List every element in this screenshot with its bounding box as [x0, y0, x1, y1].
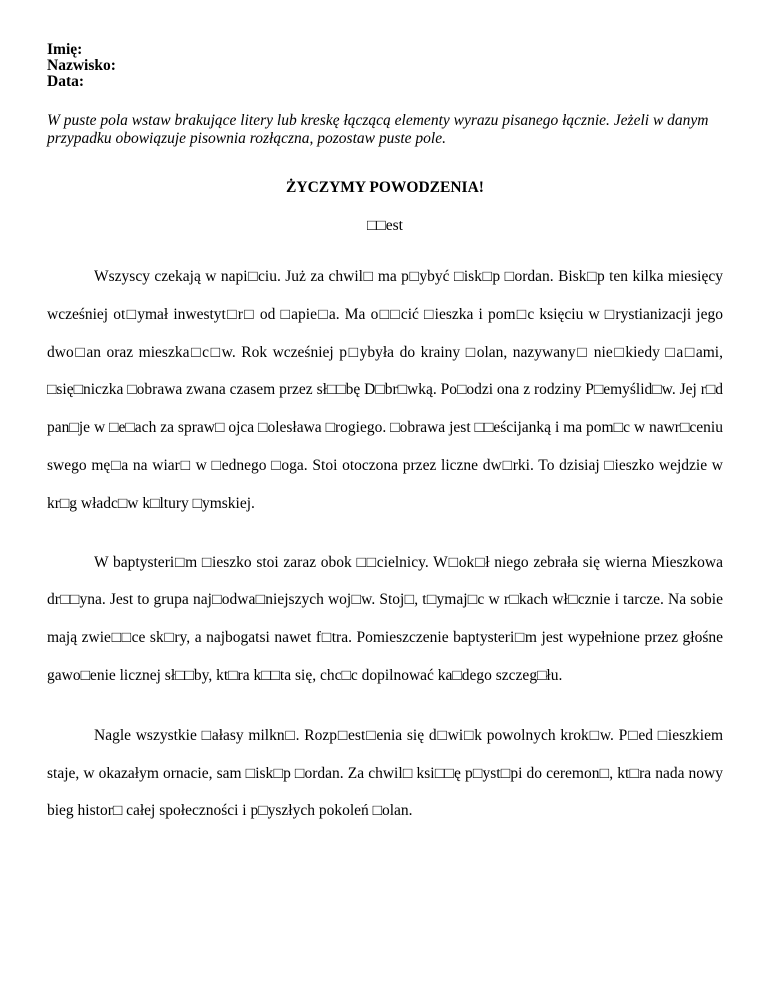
worksheet-page	[47, 42, 723, 830]
surname-label: Nazwisko:	[47, 57, 116, 74]
motto-heading: ŻYCZYMY POWODZENIA!	[286, 179, 484, 196]
date-label: Data:	[47, 73, 85, 90]
paragraph-1: Wszyscy czekają w napi□ciu. Już za chwil□ ma p□ybyć □isk□p □ordan. Bisk□p ten kilka miesięcy wcześniej ot□ymał inwestyt□r□ od □apie□a. Ma o□□cić □ieszka i pom□c księciu w □rystianizacji jego dwo□an oraz mieszka□c□w. Rok wcześniej p□ybyła do krainy □olan, nazywany□ nie□kiedy □a□ami, □się□niczka □obrawa zwana czasem przez sł□□bę D□br□wką. Po□odzi ona z rodziny P□emyślid□w. Jej r□d pan□je w □e□ach za spraw□ ojca □olesława □rogiego. □obrawa jest □□eścijanką i ma pom□c w nawr□ceniu swego mę□a na wiar□ w □ednego □oga. Stoi otoczona przez liczne dw□rki. To dzisiaj □ieszko wejdzie w kr□g władc□w k□ltury □ymskiej.	[47, 268, 723, 512]
paragraph-2: W baptysteri□m □ieszko stoi zaraz obok □□cielnicy. W□ok□ł niego zebrała się wierna Mieszkowa dr□□yna. Jest to grupa naj□odwa□niejszych woj□w. Stoj□, t□ymaj□c w r□kach wł□cznie i tarcze. Na sobie mają zwie□□ce sk□ry, a najbogatsi nawet f□tra. Pomieszczenie baptysteri□m jest wypełnione przez głośne gawo□enie licznej sł□□by, kt□ra k□□ta się, chc□c dopilnować ka□dego szczeg□łu.	[47, 553, 723, 684]
instructions: W puste pola wstaw brakujące litery lub kreskę łączącą elementy wyrazu pisanego łącznie. Jeżeli w danym przypadku obowiązuje pisownia rozłączna, pozostaw puste pole.	[47, 112, 709, 147]
name-label: Imię:	[47, 41, 83, 58]
text-title: □□est	[367, 217, 403, 234]
paragraph-3: Nagle wszystkie □ałasy milkn□. Rozp□est□enia się d□wi□k powolnych krok□w. P□ed □ieszkiem staje, w okazałym ornacie, sam □isk□p □ordan. Za chwil□ ksi□□ę p□yst□pi do ceremon□, kt□ra nada nowy bieg histor□ całej społeczności i p□yszłych pokoleń □olan.	[47, 726, 723, 820]
